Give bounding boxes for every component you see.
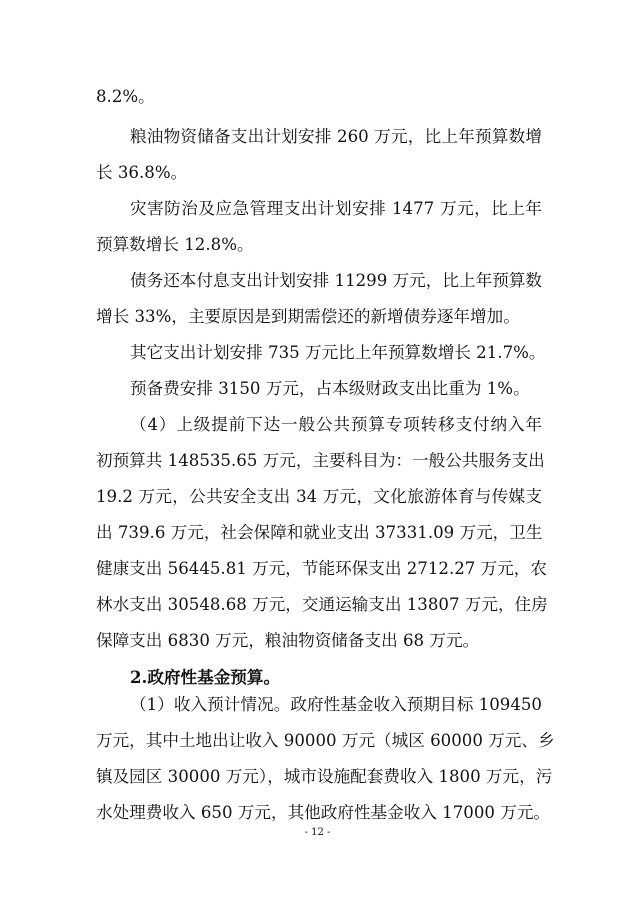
paragraph-line: 出 739.6 万元，社会保障和就业支出 37331.09 万元，卫生 xyxy=(96,523,543,542)
paragraph-line: 预备费安排 3150 万元，占本级财政支出比重为 1%。 xyxy=(130,379,530,398)
paragraph-line: 灾害防治及应急管理支出计划安排 1477 万元，比上年 xyxy=(130,199,542,218)
paragraph-line: 水处理费收入 650 万元，其他政府性基金收入 17000 万元。 xyxy=(96,803,551,822)
paragraph-line: 其它支出计划安排 735 万元比上年预算数增长 21.7%。 xyxy=(130,343,546,362)
section-heading: 2.政府性基金预算。 xyxy=(130,667,281,687)
page-number: - 12 - xyxy=(304,827,331,838)
paragraph-line: 粮油物资储备支出计划安排 260 万元，比上年预算数增 xyxy=(130,127,542,146)
paragraph-line: 增长 33%，主要原因是到期需偿还的新增债券逐年增加。 xyxy=(96,307,520,326)
paragraph-line: 19.2 万元，公共安全支出 34 万元，文化旅游体育与传媒支 xyxy=(96,487,542,506)
paragraph-line: 8.2%。 xyxy=(96,87,155,106)
paragraph-line: （1）收入预计情况。政府性基金收入预期目标 109450 xyxy=(130,695,542,714)
paragraph-line: 镇及园区 30000 万元），城市设施配套费收入 1800 万元，污 xyxy=(96,767,553,786)
paragraph-line: 债务还本付息支出计划安排 11299 万元，比上年预算数 xyxy=(130,271,542,290)
paragraph-line: 预算数增长 12.8%。 xyxy=(96,235,254,254)
paragraph-line: 健康支出 56445.81 万元，节能环保支出 2712.27 万元，农 xyxy=(96,559,547,578)
paragraph-line: （4）上级提前下达一般公共预算专项转移支付纳入年 xyxy=(130,415,542,434)
paragraph-line: 林水支出 30548.68 万元，交通运输支出 13807 万元，住房 xyxy=(96,595,548,614)
paragraph-line: 保障支出 6830 万元，粮油物资储备支出 68 万元。 xyxy=(96,631,480,650)
paragraph-line: 长 36.8%。 xyxy=(96,163,188,182)
paragraph-line: 万元，其中土地出让收入 90000 万元（城区 60000 万元、乡 xyxy=(96,731,555,750)
paragraph-line: 初预算共 148535.65 万元，主要科目为：一般公共服务支出 xyxy=(96,451,545,470)
